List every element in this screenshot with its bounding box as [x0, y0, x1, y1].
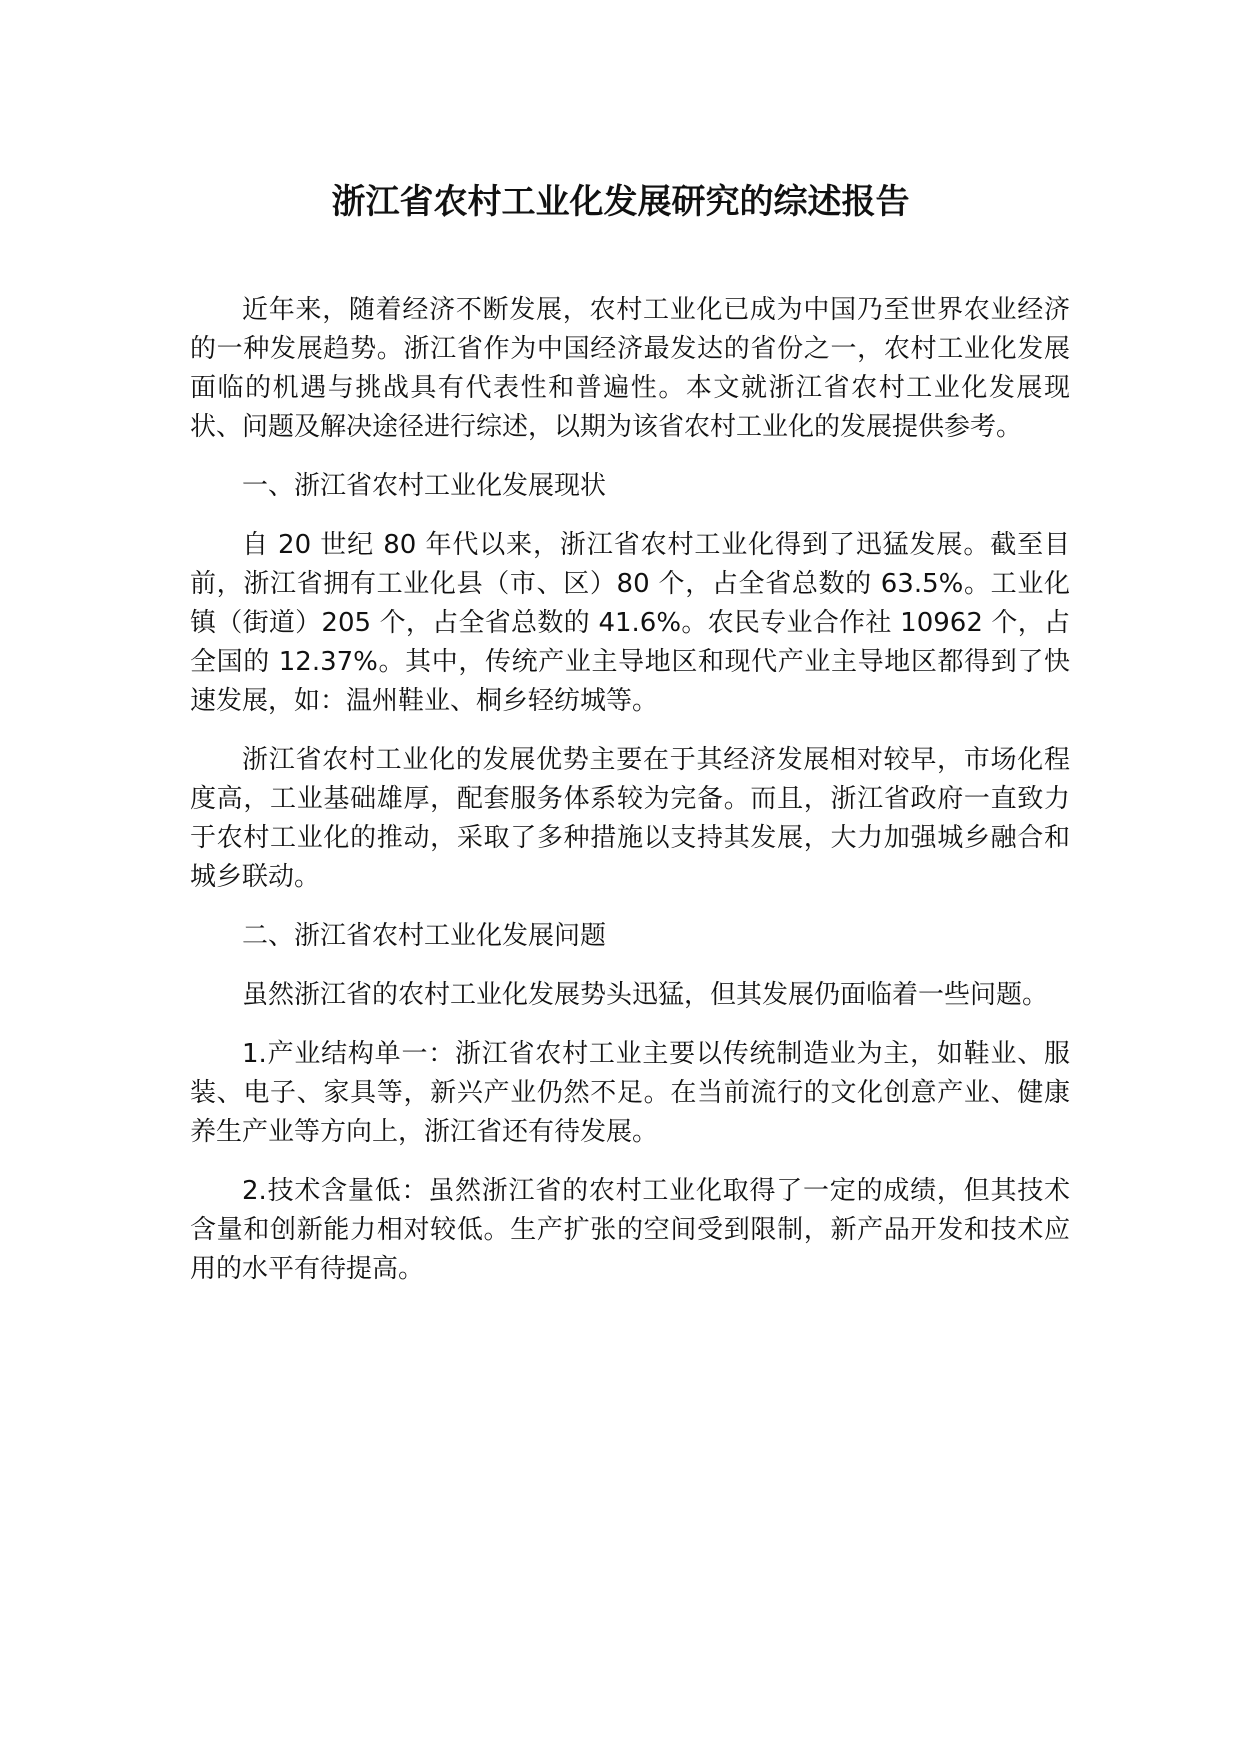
problem-item-2: 2.技术含量低：虽然浙江省的农村工业化取得了一定的成绩，但其技术含量和创新能力相对较低。生产扩张的空间受到限制，新产品开发和技术应用的水平有待提高。 — [190, 1176, 1070, 1284]
problem-item-1: 1.产业结构单一：浙江省农村工业主要以传统制造业为主，如鞋业、服装、电子、家具等，新兴产业仍然不足。在当前流行的文化创意产业、健康养生产业等方向上，浙江省还有待发展。 — [190, 1039, 1070, 1147]
document-title: 浙江省农村工业化发展研究的综述报告 — [331, 182, 910, 222]
advantage-paragraph: 浙江省农村工业化的发展优势主要在于其经济发展相对较早，市场化程度高，工业基础雄厚，配套服务体系较为完备。而且，浙江省政府一直致力于农村工业化的推动，采取了多种措施以支持其发展，大力加强城乡融合和城乡联动。 — [190, 745, 1070, 892]
status-paragraph: 自 20 世纪 80 年代以来，浙江省农村工业化得到了迅猛发展。截至目前，浙江省拥有工业化县（市、区）80 个，占全省总数的 63.5%。工业化镇（街道）205 个，占全省总数的 41.6%。农民专业合作社 10962 个，占全国的 12.37%。其中，传统产业主导地区和现代产业主导地区都得到了快速发展，如：温州鞋业、桐乡轻纺城等。 — [190, 530, 1070, 716]
intro-paragraph: 近年来，随着经济不断发展，农村工业化已成为中国乃至世界农业经济的一种发展趋势。浙江省作为中国经济最发达的省份之一，农村工业化发展面临的机遇与挑战具有代表性和普遍性。本文就浙江省农村工业化发展现状、问题及解决途径进行综述，以期为该省农村工业化的发展提供参考。 — [190, 295, 1070, 442]
section-heading-status: 一、浙江省农村工业化发展现状 — [242, 471, 607, 501]
section-heading-problems: 二、浙江省农村工业化发展问题 — [242, 921, 607, 951]
document-body — [190, 291, 1070, 1309]
problems-intro-paragraph: 虽然浙江省的农村工业化发展势头迅猛，但其发展仍面临着一些问题。 — [242, 980, 1049, 1010]
